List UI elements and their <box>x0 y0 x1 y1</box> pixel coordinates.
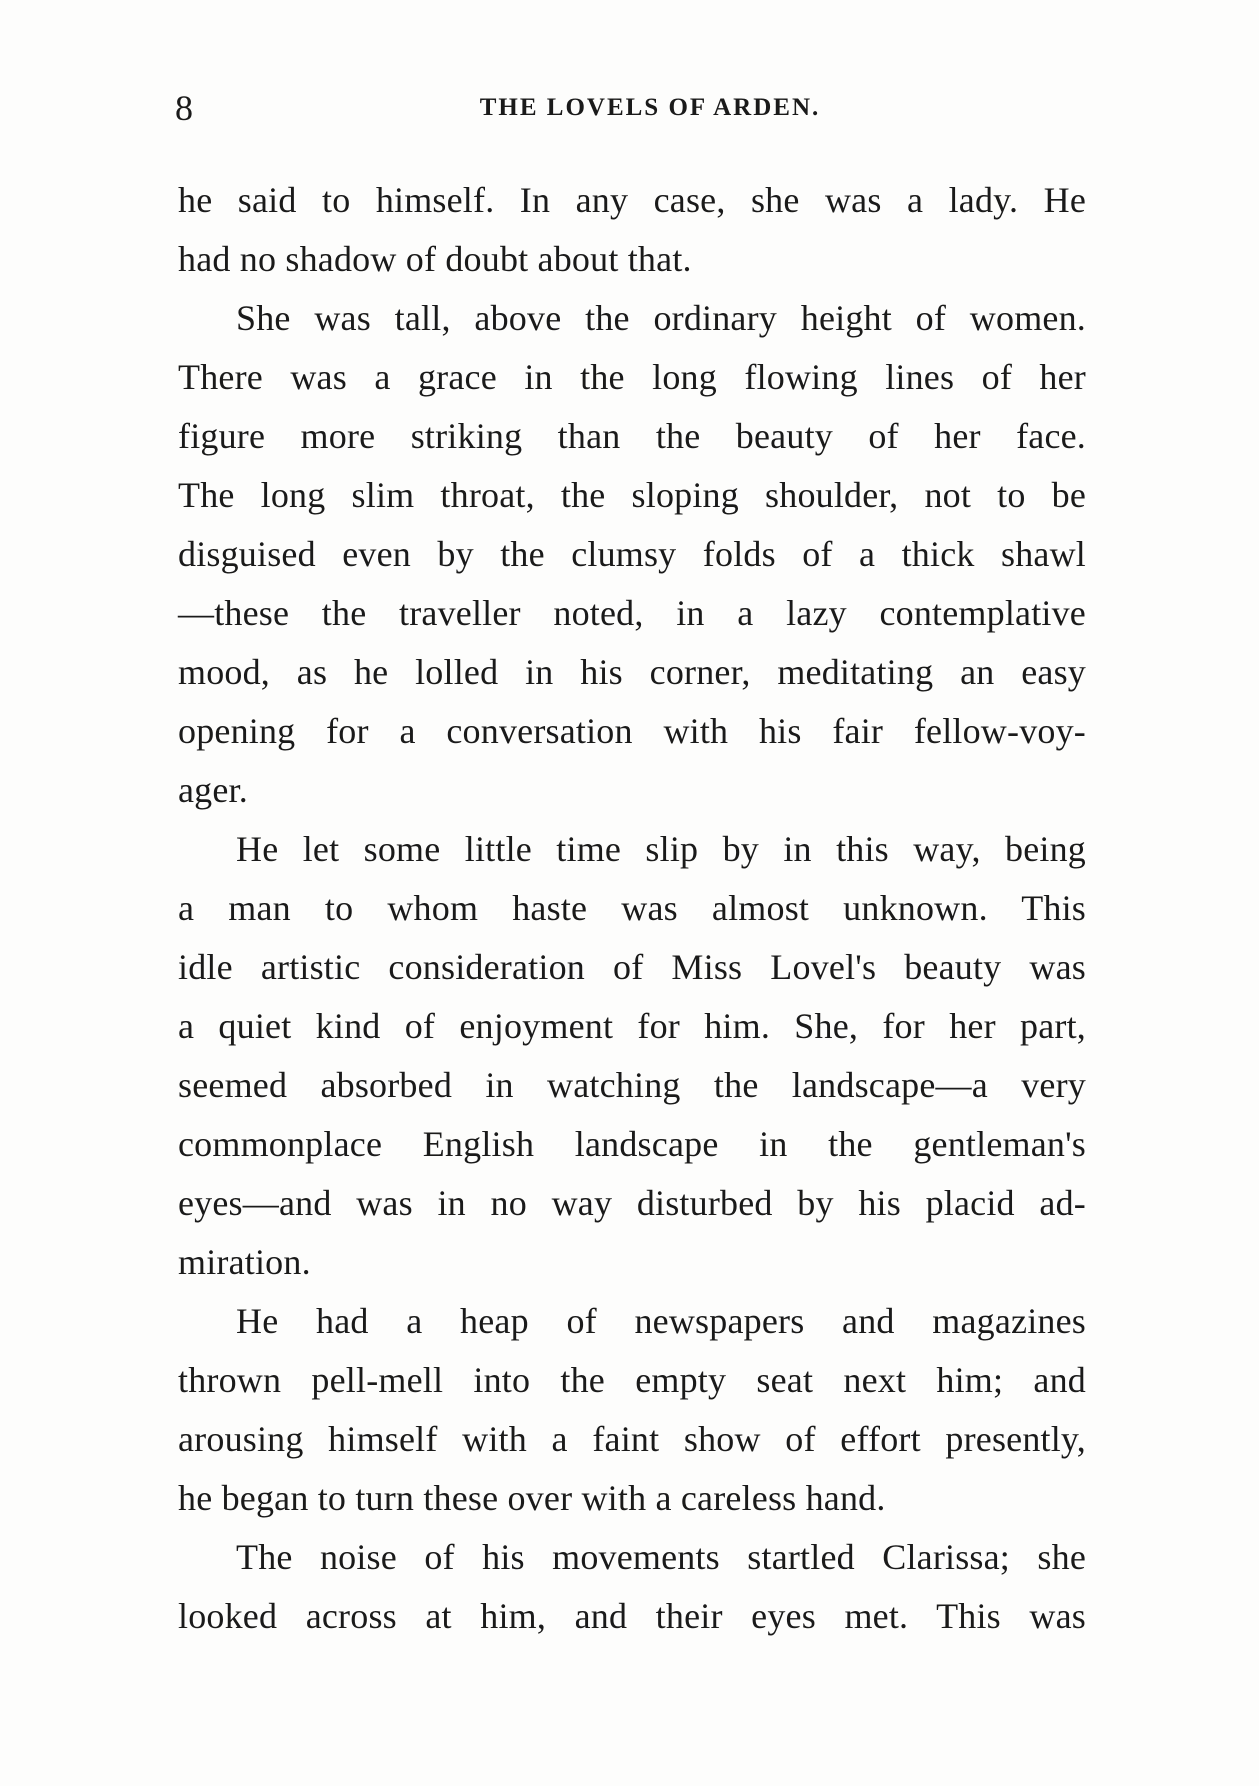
paragraph-1 <box>178 171 1086 289</box>
text-line: arousing himself with a faint show of effort presently, <box>178 1419 1086 1459</box>
text-line: The noise of his movements startled Clarissa; she <box>236 1537 1086 1577</box>
text-line: He let some little time slip by in this way, being <box>236 829 1086 869</box>
running-head <box>175 88 1085 128</box>
text-line: a man to whom haste was almost unknown. This <box>178 888 1086 928</box>
text-line: There was a grace in the long flowing lines of her <box>178 357 1086 397</box>
text-line: mood, as he lolled in his corner, meditating an easy <box>178 652 1086 692</box>
page-number: 8 <box>175 88 193 128</box>
text-line: miration. <box>178 1242 311 1282</box>
text-line: looked across at him, and their eyes met. This was <box>178 1596 1086 1636</box>
text-line: He had a heap of newspapers and magazines <box>236 1301 1086 1341</box>
text-line: —these the traveller noted, in a lazy contemplative <box>178 593 1086 633</box>
text-line: figure more striking than the beauty of her face. <box>178 416 1086 456</box>
text-line: eyes—and was in no way disturbed by his placid ad- <box>178 1183 1086 1223</box>
text-line: disguised even by the clumsy folds of a thick shawl <box>178 534 1086 574</box>
body-text <box>178 171 1086 1646</box>
paragraph-3 <box>178 820 1086 1292</box>
paragraph-5 <box>178 1528 1086 1646</box>
text-line: thrown pell-mell into the empty seat next him; and <box>178 1360 1086 1400</box>
text-line: opening for a conversation with his fair fellow-voy- <box>178 711 1086 751</box>
text-line: commonplace English landscape in the gentleman's <box>178 1124 1086 1164</box>
paragraph-2 <box>178 289 1086 820</box>
text-line: ager. <box>178 770 248 810</box>
text-line: he began to turn these over with a careless hand. <box>178 1478 886 1518</box>
text-line: She was tall, above the ordinary height of women. <box>236 298 1086 338</box>
text-line: had no shadow of doubt about that. <box>178 239 692 279</box>
text-line: he said to himself. In any case, she was a lady. He <box>178 180 1086 220</box>
paragraph-4 <box>178 1292 1086 1528</box>
text-line: idle artistic consideration of Miss Lovel's beauty was <box>178 947 1086 987</box>
text-line: The long slim throat, the sloping shoulder, not to be <box>178 475 1086 515</box>
text-line: seemed absorbed in watching the landscape—a very <box>178 1065 1086 1105</box>
running-title: THE LOVELS OF ARDEN. <box>479 94 821 121</box>
text-line: a quiet kind of enjoyment for him. She, for her part, <box>178 1006 1086 1046</box>
